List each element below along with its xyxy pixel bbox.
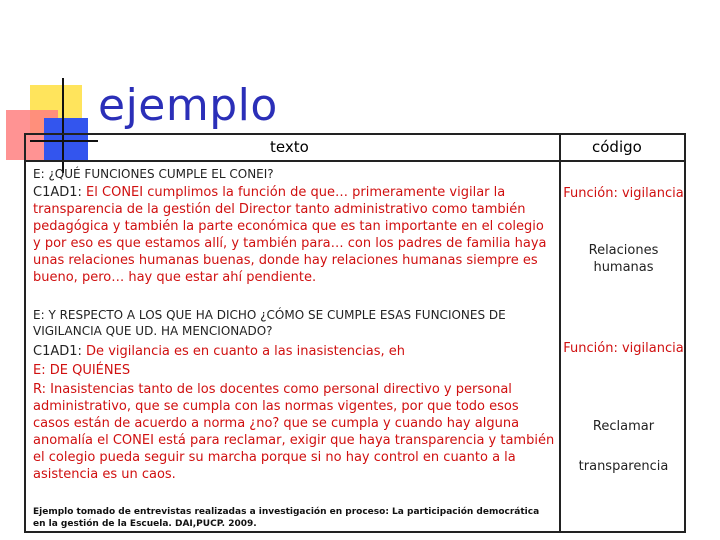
answer-2-r-body: Inasistencias tanto de los docentes como personal directivo y personal administrativo, que se cumpla con las normas vigentes, por que todo esos casos están de acuerdo a norma ¿no? que se cumpla y cuando hay alguna anomalía el CONEI está para reclamar, exigir que haya transparencia y también el colegio pueda seguir su marcha porque si no hay control en cuanto a la asistencia es un caos. bbox=[33, 382, 555, 482]
question-1: E: ¿QUÉ FUNCIONES CUMPLE EL CONEI? bbox=[33, 167, 274, 181]
code-transparencia: transparencia bbox=[578, 459, 669, 474]
code-reclamar: Reclamar bbox=[592, 419, 655, 434]
answer-1-speaker: C1AD1: bbox=[33, 185, 82, 200]
answer-2 bbox=[33, 343, 555, 483]
code-relaciones-humanas: Relaciones humanas bbox=[588, 243, 659, 275]
header-codigo: código bbox=[592, 138, 642, 156]
answer-2-e-line: E: DE QUIÉNES bbox=[33, 363, 131, 378]
answer-2-speaker: C1AD1: bbox=[33, 344, 82, 359]
answer-2-body: De vigilancia es en cuanto a las inasistencias, eh bbox=[86, 344, 405, 359]
answer-1-body-rest: transparencia de la gestión del Director tanto administrativo como también pedagógica y también la parte económica que es tan importante en el colegio y por eso es que estamos allí, y también para… con los padres de familia haya unas relaciones humanas buenas, donde hay relaciones humanas siempre es bueno, pero… hay que estar ahí pendiente. bbox=[33, 202, 547, 285]
footnote: Ejemplo tomado de entrevistas realizadas a investigación en proceso: La participación democrática en la gestión de la Escuela. DAI,PUCP. 2009. bbox=[33, 507, 540, 529]
question-2: E: Y RESPECTO A LOS QUE HA DICHO ¿CÓMO SE CUMPLE ESAS FUNCIONES DE VIGILANCIA QUE UD. HA MENCIONADO? bbox=[33, 308, 506, 338]
answer-2-r-label: R: bbox=[33, 382, 47, 397]
slide-title: ejemplo bbox=[98, 80, 278, 131]
answer-1-body-red: El CONEI cumplimos la función de que… primeramente vigilar la bbox=[86, 185, 506, 200]
answer-1 bbox=[33, 184, 555, 286]
code-funcion-vigilancia-1: Función: vigilancia bbox=[563, 186, 684, 201]
table-header-rule bbox=[24, 160, 686, 162]
header-texto: texto bbox=[270, 138, 309, 156]
code-funcion-vigilancia-2: Función: vigilancia bbox=[563, 341, 684, 356]
